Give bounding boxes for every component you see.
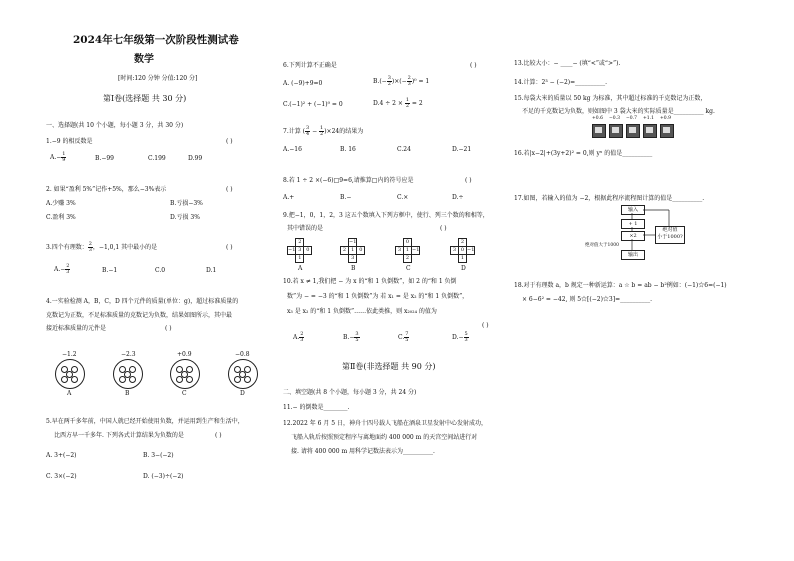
option-c [398, 332, 409, 343]
answer-paren: ( ) [470, 62, 477, 69]
question-7 [283, 126, 363, 137]
option-label: A.− [54, 266, 66, 273]
hole [186, 376, 193, 383]
grid-cell: 1 [296, 255, 304, 263]
option-c: C.24 [397, 146, 411, 153]
question-10-line1: 10.若 x ≠ 1,我们把 − 为 x 的“和 1 负倒数”，如 2 的“和 1 负倒 [283, 278, 457, 285]
option-b [343, 332, 360, 343]
option-text: = 2 [410, 100, 423, 107]
rice-bag-value: −0.3 [609, 116, 620, 121]
flow-step1-box: + 1 [621, 219, 645, 229]
option-c: C.0 [155, 267, 166, 274]
grid-cell [467, 239, 475, 247]
fraction: $\frac{1}{9}$ [62, 151, 66, 163]
question-text: 3.四个有理数： [46, 244, 88, 251]
grid-cell: 3 [349, 255, 357, 263]
component-b-circle [113, 359, 143, 389]
answer-paren: ( ) [226, 186, 233, 193]
component-d-label: D [240, 390, 245, 397]
question-10-line2: 数”为 − = −3 的“和 1 负倒数”为 若 x₁ = 是 x₂ 的“和 1 负倒数”， [287, 293, 469, 300]
option-d: D.÷ [452, 194, 464, 201]
grid-cell: 2 [341, 247, 349, 255]
grid-cell: −1 [467, 247, 475, 254]
question-13: 13.比较大小：− ____− (填“<”或“>”). [514, 60, 621, 67]
question-9-line1: 9.把−1，0，1，2，3 这五个数填入下列方框中，使行、列三个数的和相等， [283, 212, 489, 219]
fraction: $\frac{2}{3}$ [407, 75, 411, 87]
fraction: $\frac{5}{3}$ [464, 331, 468, 343]
grid-cell [357, 255, 365, 263]
flow-step2-box: ×2 [621, 231, 645, 241]
grid-cell: −1 [288, 247, 296, 254]
exam-title: 2024年七年级第一次阶段性测试卷 [73, 34, 239, 46]
grid-cell [341, 239, 349, 247]
subject-title: 数学 [134, 54, 154, 65]
grid-cell [341, 255, 349, 263]
option-d: D.亏损 3% [170, 214, 200, 221]
grid-cell [396, 239, 404, 247]
question-5-line1: 5.早在两千多年前，中国人就已经开始使用负数，并运用到生产和生活中， [46, 418, 244, 425]
fraction: $\frac{2}{3}$ [66, 263, 70, 275]
component-d-circle [228, 359, 258, 389]
hole [129, 376, 136, 383]
component-b-value: −2.3 [121, 351, 136, 358]
fraction: $\frac{3}{2}$ [387, 75, 391, 87]
question-18-line2: × 6−6² = −42, 则 5☆[(−2)☆3]=__________. [522, 296, 653, 303]
question-3 [46, 242, 157, 253]
component-d-value: −0.8 [235, 351, 250, 358]
fraction: $\frac{7}{5}$ [405, 331, 409, 343]
question-12-line3: 接. 请将 400 000 m 用科学记数法表示为__________. [291, 448, 435, 455]
grid-cell [412, 255, 420, 263]
question-1: 1.−9 的相反数是 [46, 138, 93, 145]
q9-grid-b [340, 238, 365, 263]
option-a: A.少赚 3% [46, 200, 76, 207]
component-c-circle [170, 359, 200, 389]
question-10-line3: x₃ 是 x₂ 的“和 1 负倒数”……依此类推，则 x₂₀₂₄ 的值为 [287, 308, 437, 315]
q9-grid-label: C [406, 265, 411, 272]
option-c: C.(−1)² + (−1)⁰ = 0 [283, 101, 343, 108]
option-label: A.− [50, 154, 62, 161]
question-17: 17.如图，若输入的值为 −2，根据此程序流程图计算的值是__________. [514, 195, 705, 202]
grid-cell: 0 [459, 247, 467, 255]
option-d: D.−21 [452, 146, 472, 153]
flow-output-box: 输出 [621, 250, 645, 260]
grid-cell [467, 255, 475, 263]
rice-bag-value: +0.6 [592, 116, 603, 121]
option-text: )×(− [391, 78, 407, 85]
rice-bag-icon [626, 124, 640, 138]
option-c: C.× [397, 194, 409, 201]
option-a [50, 152, 66, 163]
question-text: ，−1,0,1 其中最小的是 [92, 244, 158, 251]
answer-paren: ( ) [465, 177, 472, 184]
question-11: 11.− 的倒数是________. [283, 404, 350, 411]
question-9-line2: 其中错误的是 [287, 225, 324, 232]
grid-cell: 0 [304, 247, 312, 255]
question-12-line1: 12.2022 年 6 月 5 日，神舟十四号载人飞船在酒泉卫星发射中心发射成功， [283, 420, 487, 427]
hole [119, 376, 126, 383]
option-b: B.−99 [95, 155, 114, 162]
grid-cell [396, 255, 404, 263]
grid-cell: 1 [349, 247, 357, 255]
grid-cell: 2 [296, 239, 304, 247]
option-a: A.+ [283, 194, 295, 201]
component-c-value: +0.9 [177, 351, 192, 358]
option-c: C.盈利 3% [46, 214, 76, 221]
q9-grid-label: B [351, 265, 356, 272]
grid-cell: −1 [412, 247, 420, 254]
part2-heading: 第Ⅱ卷(非选择题 共 90 分) [342, 362, 436, 371]
exam-meta: [时间:120 分钟 分值:120 分] [118, 75, 198, 82]
question-8: 8.若 1 ÷ 2 ×(−6)□9=6,请推算□内的符号应是 [283, 177, 414, 184]
question-5-line2: 比西方早一千多年. 下列各式计算结果为负数的是 [54, 432, 184, 439]
option-label: A. [293, 334, 300, 341]
hole [234, 376, 241, 383]
question-text: )×24的结果为 [324, 128, 364, 135]
option-b: B.亏损−3% [170, 200, 203, 207]
grid-cell [451, 239, 459, 247]
answer-paren: ( ) [215, 432, 222, 439]
q9-grid-label: D [461, 265, 466, 272]
question-4-line1: 4.一实验检测 A，B，C，D 四个元件的质量(单位：g)，超过标准质量的 [46, 298, 239, 305]
option-text: )⁰ = 1 [411, 78, 430, 85]
option-label: D.− [452, 334, 464, 341]
flow-input-box: 输入 [621, 205, 645, 215]
option-b: B. 3−(−2) [143, 452, 174, 459]
answer-paren: ( ) [165, 325, 172, 332]
question-18-line1: 18.对于有理数 a，b 规定一种新运算：a ☆ b = ab − b²例如：(−1)☆6=(−1) [514, 282, 727, 289]
option-b: B.−1 [102, 267, 118, 274]
q9-grid-c [395, 238, 420, 263]
question-16: 16.若|x−2|+(3y+2)² = 0,则 yˣ 的值是__________ [514, 150, 653, 157]
answer-paren: ( ) [226, 138, 233, 145]
rice-bag-icon [643, 124, 657, 138]
hole [61, 376, 68, 383]
grid-cell [357, 239, 365, 247]
flow-arrows [600, 200, 700, 265]
option-d: D. (−3)÷(−2) [143, 473, 184, 480]
fraction: $\frac{2}{3}$ [300, 331, 304, 343]
option-c: C. 3×(−2) [46, 473, 77, 480]
option-label: C. [398, 334, 405, 341]
grid-cell: 3 [396, 247, 404, 255]
grid-cell: 3 [296, 247, 304, 255]
rice-bag-icon [592, 124, 606, 138]
question-4-line3: 接近标准质量的元件是 [46, 325, 107, 332]
fraction: $\frac{3}{4}$ [305, 125, 310, 137]
grid-cell: −1 [349, 239, 357, 246]
grid-cell [288, 255, 296, 263]
part1-heading: 第Ⅰ卷(选择题 共 30 分) [103, 94, 187, 103]
option-d: D.1 [206, 267, 217, 274]
q9-grid-label: A [298, 265, 303, 272]
grid-cell: 3 [451, 247, 459, 255]
component-c-label: C [182, 390, 187, 397]
operator: − [310, 128, 320, 135]
question-15-line1: 15.每袋大米的质量以 50 kg 为标准，其中超过标准的千克数记为正数， [514, 95, 707, 102]
option-b: B.− [340, 194, 352, 201]
option-label: B.− [343, 334, 355, 341]
grid-cell: 1 [404, 247, 412, 255]
question-12-line2: 飞船入轨后按照预定程序与离地面约 400 000 m 的天宫空间站进行对 [291, 434, 478, 441]
q9-grid-a [287, 238, 312, 263]
hole [244, 376, 251, 383]
option-a [54, 264, 70, 275]
flow-condition-box: 绝对值 小于1000? [655, 226, 685, 244]
option-a: A.−16 [283, 146, 302, 153]
component-a-label: A [67, 390, 72, 397]
component-a-value: −1.2 [62, 351, 77, 358]
question-15-line2: 不足的千克数记为负数，则如图中 3 袋大米的实际质量是__________ kg. [522, 108, 715, 115]
fraction: $\frac{3}{5}$ [355, 331, 359, 343]
rice-bag-value: −0.7 [626, 116, 637, 121]
option-a [293, 332, 304, 343]
q9-grid-d [450, 238, 475, 263]
option-b [373, 76, 429, 87]
option-d: D.99 [188, 155, 203, 162]
rice-bag-icon [660, 124, 674, 138]
option-label: B.(− [373, 78, 387, 85]
answer-paren: ( ) [226, 244, 233, 251]
question-4-line2: 克数记为正数，不足标准质量的克数记为负数，结果如图所示，其中最 [46, 312, 233, 319]
grid-cell [304, 239, 312, 247]
hole [176, 376, 183, 383]
rice-bag-value: +0.9 [660, 116, 671, 121]
option-d [373, 98, 423, 109]
option-a: A. 3+(−2) [46, 452, 77, 459]
answer-paren: ( ) [482, 322, 489, 329]
question-14: 14.计算：2³ − (−2)=__________. [514, 79, 608, 86]
hole [71, 376, 78, 383]
question-text: 7.计算 ( [283, 128, 305, 135]
grid-cell [412, 239, 420, 247]
grid-cell: 2 [404, 255, 412, 263]
fraction: $\frac{1}{2}$ [320, 125, 324, 137]
flow-condition-label: 绝对值大于1000 [585, 243, 619, 248]
grid-cell: 1 [459, 255, 467, 263]
option-a: A. (−9)+9=0 [283, 80, 323, 87]
rice-bag-icon [609, 124, 623, 138]
option-c: C.199 [148, 155, 166, 162]
grid-cell: 2 [459, 239, 467, 247]
component-a-circle [55, 359, 85, 389]
rice-bag-value: +1.1 [643, 116, 654, 121]
question-2: 2. 如果“盈利 5%”记作+5%，那么−3%表示 [46, 186, 167, 193]
fraction: $\frac{2}{3}$ [88, 241, 92, 253]
question-6: 6.下列计算不正确是 [283, 62, 337, 69]
section2-heading: 二、填空题(共 8 个小题，每小题 3 分，共 24 分) [283, 389, 417, 396]
option-b: B. 16 [340, 146, 356, 153]
grid-cell: 0 [404, 239, 412, 247]
grid-cell [451, 255, 459, 263]
option-label: D.4 ÷ 2 × [373, 100, 405, 107]
section1-heading: 一、选择题(共 10 个小题，每小题 3 分，共 30 分) [46, 122, 184, 129]
fraction: $\frac{1}{2}$ [405, 97, 410, 109]
grid-cell [304, 255, 312, 263]
option-d [452, 332, 469, 343]
grid-cell: 0 [357, 247, 365, 255]
component-b-label: B [125, 390, 130, 397]
grid-cell [288, 239, 296, 247]
answer-paren: ( ) [440, 225, 447, 232]
